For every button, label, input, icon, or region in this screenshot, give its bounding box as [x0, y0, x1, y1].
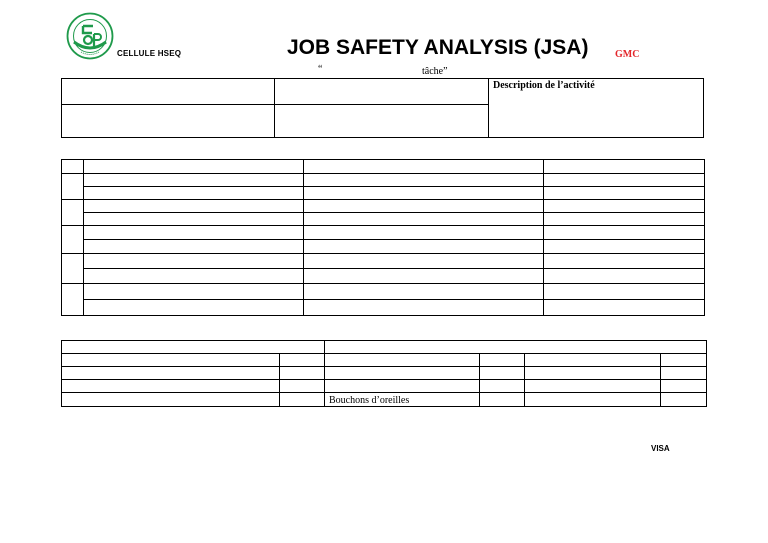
- identification-table: [61, 78, 704, 138]
- activity-description-label: Description de l’activité: [493, 80, 595, 91]
- table-cell[interactable]: [525, 367, 661, 380]
- step-number-cell[interactable]: [62, 200, 84, 226]
- brand-label: GMC: [615, 49, 640, 60]
- identification-cell[interactable]: [62, 79, 275, 105]
- table-cell[interactable]: [280, 367, 325, 380]
- table-cell[interactable]: [325, 354, 480, 367]
- table-cell[interactable]: [280, 393, 325, 407]
- table-row: [62, 213, 705, 226]
- table-row: [62, 200, 705, 213]
- table-cell[interactable]: [304, 160, 544, 174]
- table-cell[interactable]: [544, 284, 705, 300]
- table-row: [62, 254, 705, 269]
- table-cell[interactable]: [84, 300, 304, 316]
- table-cell[interactable]: [525, 380, 661, 393]
- activity-description-cell[interactable]: [489, 79, 704, 138]
- table-cell[interactable]: [544, 160, 705, 174]
- table-cell[interactable]: [525, 393, 661, 407]
- table-cell[interactable]: [84, 240, 304, 254]
- table-cell[interactable]: [304, 226, 544, 240]
- table-cell[interactable]: [62, 160, 84, 174]
- ear-protection-cell[interactable]: [325, 393, 480, 407]
- table-cell[interactable]: [661, 354, 707, 367]
- table-cell[interactable]: [304, 174, 544, 187]
- step-number-cell[interactable]: [62, 226, 84, 254]
- table-cell[interactable]: [480, 367, 525, 380]
- table-row: [62, 187, 705, 200]
- table-cell[interactable]: [544, 187, 705, 200]
- table-cell[interactable]: [304, 254, 544, 269]
- table-cell[interactable]: [304, 200, 544, 213]
- table-cell[interactable]: [480, 380, 525, 393]
- table-cell[interactable]: [84, 187, 304, 200]
- table-cell[interactable]: [304, 300, 544, 316]
- table-row: [62, 284, 705, 300]
- table-cell[interactable]: [661, 380, 707, 393]
- table-cell[interactable]: [480, 354, 525, 367]
- table-cell[interactable]: [544, 254, 705, 269]
- table-cell[interactable]: [661, 367, 707, 380]
- table-cell[interactable]: [84, 213, 304, 226]
- table-row: [62, 174, 705, 187]
- subtitle-text: tâche”: [422, 66, 448, 77]
- table-row: [62, 226, 705, 240]
- table-cell[interactable]: [544, 213, 705, 226]
- unit-label: CELLULE HSEQ: [117, 49, 182, 58]
- table-row: [62, 300, 705, 316]
- table-cell[interactable]: [304, 240, 544, 254]
- table-cell[interactable]: [525, 354, 661, 367]
- table-row: [62, 354, 707, 367]
- identification-cell[interactable]: [275, 105, 489, 138]
- visa-label: VISA: [651, 444, 670, 453]
- table-cell[interactable]: [544, 226, 705, 240]
- table-cell[interactable]: [325, 341, 707, 354]
- table-cell[interactable]: [62, 393, 280, 407]
- table-cell[interactable]: [84, 226, 304, 240]
- table-cell[interactable]: [544, 240, 705, 254]
- table-header-row: [62, 160, 705, 174]
- ear-protection-label: Bouchons d’oreilles: [329, 394, 410, 406]
- table-cell[interactable]: [280, 380, 325, 393]
- task-steps-table: [61, 159, 705, 316]
- table-cell[interactable]: [62, 367, 280, 380]
- table-cell[interactable]: [304, 187, 544, 200]
- table-header-row: [62, 341, 707, 354]
- table-cell[interactable]: [84, 284, 304, 300]
- table-cell[interactable]: [544, 269, 705, 284]
- table-cell[interactable]: [84, 160, 304, 174]
- subtitle-open-quote: “: [318, 64, 323, 75]
- table-cell[interactable]: [84, 200, 304, 213]
- table-cell[interactable]: [480, 393, 525, 407]
- table-cell[interactable]: [84, 269, 304, 284]
- table-cell[interactable]: [304, 269, 544, 284]
- table-row: [62, 367, 707, 380]
- table-cell[interactable]: [280, 354, 325, 367]
- table-cell[interactable]: [544, 174, 705, 187]
- table-cell[interactable]: [304, 213, 544, 226]
- step-number-cell[interactable]: [62, 284, 84, 316]
- table-cell[interactable]: [62, 354, 280, 367]
- page-title: JOB SAFETY ANALYSIS (JSA): [287, 36, 589, 59]
- table-cell[interactable]: [62, 341, 325, 354]
- identification-cell[interactable]: [275, 79, 489, 105]
- table-cell[interactable]: [325, 367, 480, 380]
- step-number-cell[interactable]: [62, 254, 84, 284]
- table-cell[interactable]: [661, 393, 707, 407]
- table-row: [62, 269, 705, 284]
- table-cell[interactable]: [84, 254, 304, 269]
- step-number-cell[interactable]: [62, 174, 84, 200]
- table-cell[interactable]: [544, 300, 705, 316]
- table-cell[interactable]: [304, 284, 544, 300]
- company-logo-icon: [66, 12, 114, 60]
- table-row: [62, 393, 707, 407]
- table-cell[interactable]: [84, 174, 304, 187]
- table-cell[interactable]: [325, 380, 480, 393]
- ppe-table: [61, 340, 707, 407]
- table-row: [62, 240, 705, 254]
- table-row: [62, 380, 707, 393]
- identification-cell[interactable]: [62, 105, 275, 138]
- table-cell[interactable]: [62, 380, 280, 393]
- table-cell[interactable]: [544, 200, 705, 213]
